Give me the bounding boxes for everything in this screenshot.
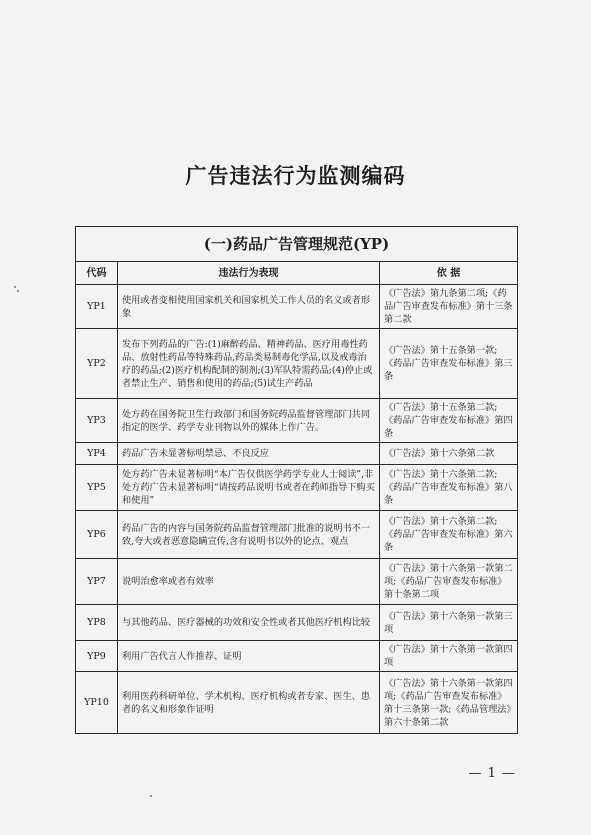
code-cell: YP7 — [76, 559, 118, 605]
column-header-basis: 依 据 — [380, 262, 518, 285]
basis-cell: 《广告法》第十六条第二款;《药品广告审查发布标准》第六条 — [380, 511, 518, 559]
table-row — [76, 443, 518, 465]
code-cell: YP8 — [76, 605, 118, 641]
code-cell: YP10 — [76, 672, 118, 734]
basis-cell: 《广告法》第九条第二项;《药品广告审查发布标准》第十三条第二款 — [380, 285, 518, 329]
code-cell: YP6 — [76, 511, 118, 559]
behavior-cell: 与其他药品、医疗器械的功效和安全性或者其他医疗机构比较 — [118, 605, 380, 641]
table-row — [76, 559, 518, 605]
code-cell: YP2 — [76, 329, 118, 399]
table-row — [76, 511, 518, 559]
behavior-cell: 利用医药科研单位、学术机构、医疗机构或者专家、医生、患者的名义和形象作证明 — [118, 672, 380, 734]
basis-cell: 《广告法》第十六条第二款;《药品广告审查发布标准》第八条 — [380, 465, 518, 511]
basis-cell: 《广告法》第十六条第一款第四项;《药品广告审查发布标准》第十三条第一款;《药品管理法》第六十条第二款 — [380, 672, 518, 734]
basis-cell: 《广告法》第十五条第一款;《药品广告审查发布标准》第三条 — [380, 329, 518, 399]
table-row — [76, 641, 518, 672]
table-row — [76, 399, 518, 443]
behavior-cell: 利用广告代言人作推荐、证明 — [118, 641, 380, 672]
behavior-cell: 处方药广告未显著标明“本广告仅供医学药学专业人士阅读”,非处方药广告未显著标明“请按药品说明书或者在药师指导下购买和使用” — [118, 465, 380, 511]
table-row — [76, 605, 518, 641]
document-title: 广告违法行为监测编码 — [185, 163, 406, 188]
behavior-cell: 处方药在国务院卫生行政部门和国务院药品监督管理部门共同指定的医学、药学专业刊物以外的媒体上作广告。 — [118, 399, 380, 443]
basis-cell: 《广告法》第十六条第一款第三项 — [380, 605, 518, 641]
table-row — [76, 672, 518, 734]
scan-speck — [14, 286, 16, 288]
behavior-cell: 药品广告的内容与国务院药品监督管理部门批准的说明书不一致,夸大或者恶意隐瞒宣传,含有说明书以外的论点、观点 — [118, 511, 380, 559]
code-cell: YP1 — [76, 285, 118, 329]
basis-cell: 《广告法》第十六条第一款第四项 — [380, 641, 518, 672]
behavior-cell: 说明治愈率或者有效率 — [118, 559, 380, 605]
scan-speck — [150, 795, 152, 797]
column-header-code: 代码 — [76, 262, 118, 285]
basis-cell: 《广告法》第十六条第二款 — [380, 443, 518, 465]
code-cell: YP4 — [76, 443, 118, 465]
behavior-cell: 使用或者变相使用国家机关和国家机关工作人员的名义或者形象 — [118, 285, 380, 329]
scan-speck — [17, 290, 19, 292]
page-number: — 1 — — [468, 766, 516, 781]
basis-cell: 《广告法》第十六条第一款第二项;《药品广告审查发布标准》第十条第二项 — [380, 559, 518, 605]
behavior-cell: 发布下列药品的广告:(1)麻醉药品、精神药品、医疗用毒性药品、放射性药品等特殊药品,药品类易制毒化学品,以及戒毒治疗的药品;(2)医疗机构配制的制剂;(3)军队特需药品;(4)停止或者禁止生产、销售和使用的药品;(5)试生产药品 — [118, 329, 380, 399]
basis-cell: 《广告法》第十五条第二款;《药品广告审查发布标准》第四条 — [380, 399, 518, 443]
monitoring-code-table — [75, 226, 518, 734]
code-cell: YP9 — [76, 641, 118, 672]
column-header-row — [76, 262, 518, 285]
behavior-cell: 药品广告未显著标明禁忌、不良反应 — [118, 443, 380, 465]
table-row — [76, 465, 518, 511]
table-row — [76, 285, 518, 329]
section-title: (一)药品广告管理规范(YP) — [76, 227, 518, 262]
table-row — [76, 329, 518, 399]
column-header-behavior: 违法行为表现 — [118, 262, 380, 285]
section-header-row — [76, 227, 518, 262]
code-cell: YP5 — [76, 465, 118, 511]
code-cell: YP3 — [76, 399, 118, 443]
